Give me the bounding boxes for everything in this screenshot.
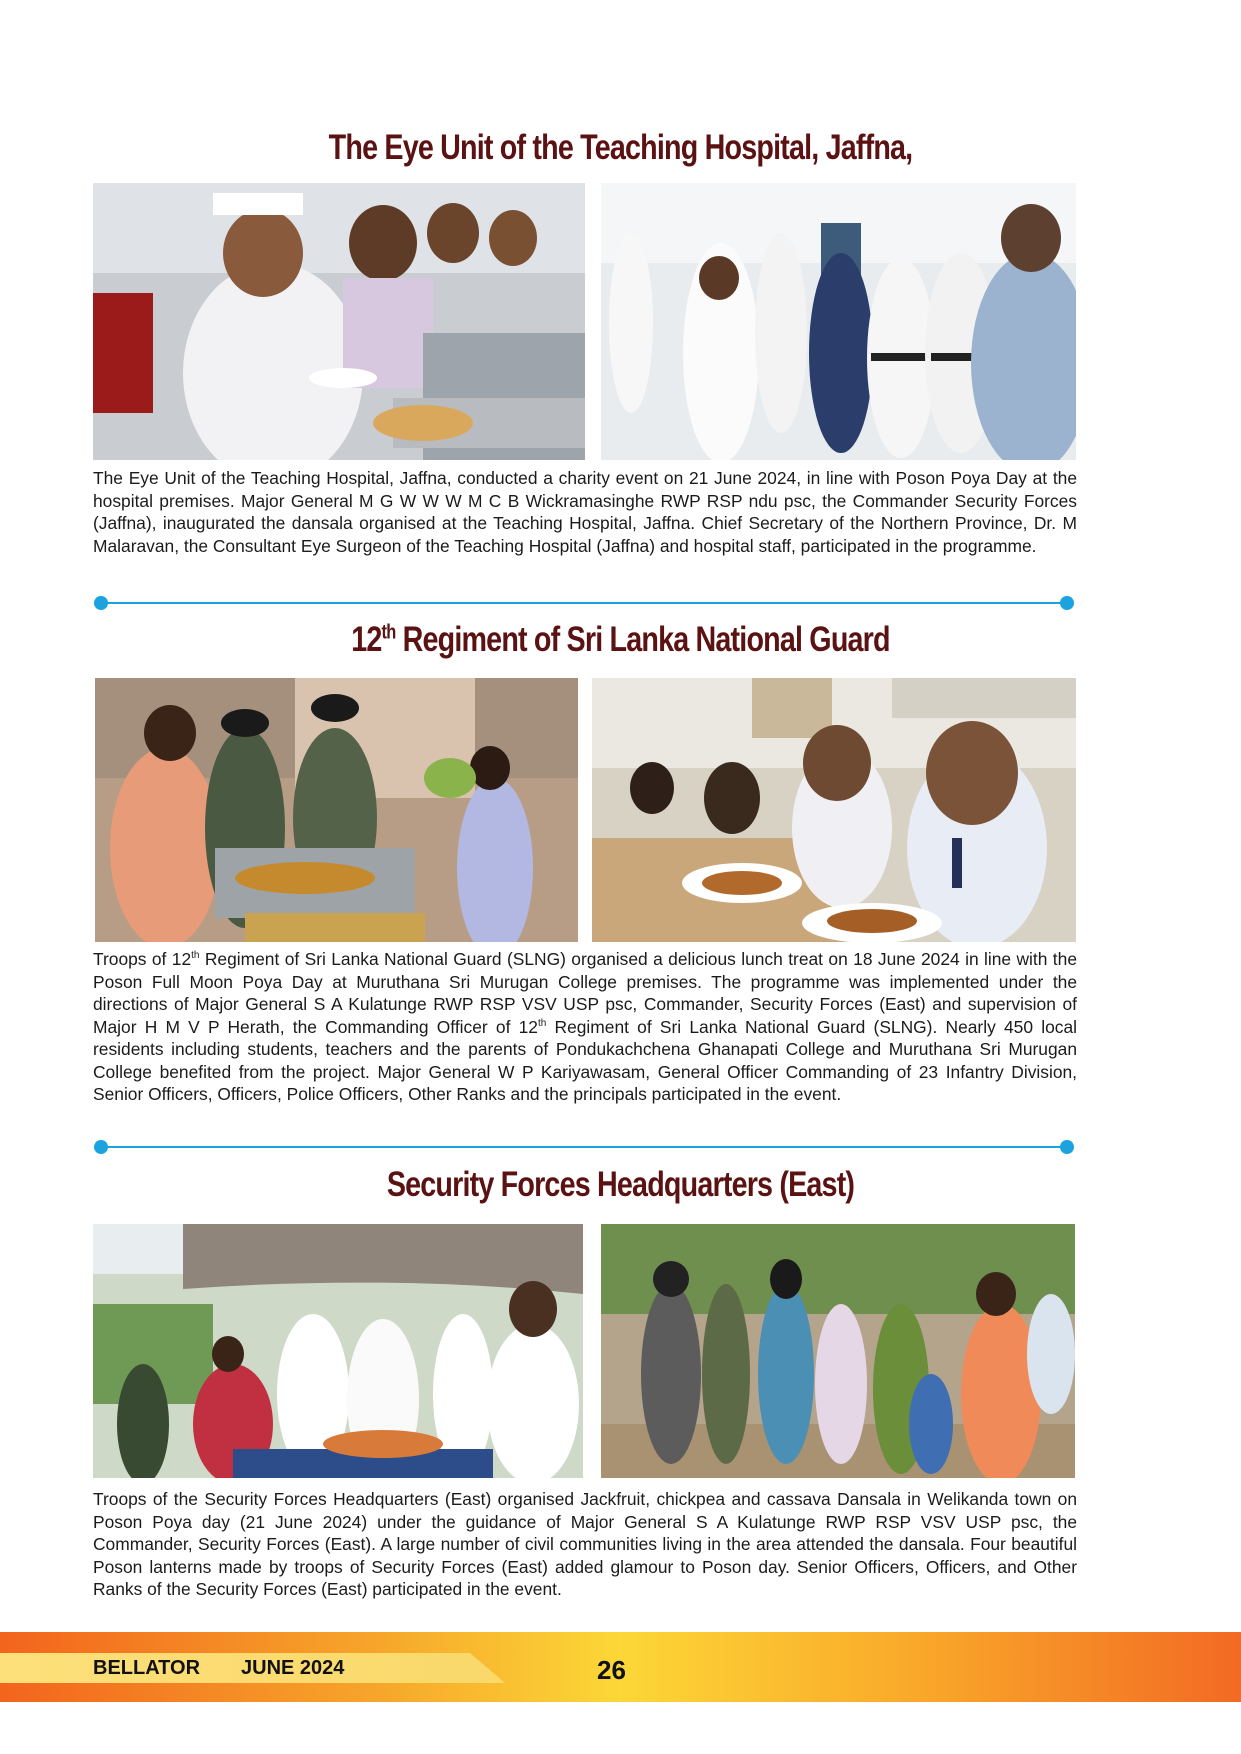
body-part: Troops of 12: [93, 949, 192, 969]
section-body-eye-unit: The Eye Unit of the Teaching Hospital, Jaffna, conducted a charity event on 21 June 2024, in line with Poson Poya Day at the hospital premises. Major General M G W W W M C B Wickramasinghe RWP RSP ndu psc, the Commander Security Forces (Jaffna), inaugurated the dansala organised at the Teaching Hospital, Jaffna. Chief Secretary of the Northern Province, Dr. M Malaravan, the Consultant Eye Surgeon of the Teaching Hospital (Jaffna) and hospital staff, participated in the programme.: [93, 468, 1077, 556]
divider-line: [100, 1146, 1066, 1148]
footer-magazine-name: BELLATOR: [93, 1657, 201, 1679]
section-body-sfhq-east: Troops of the Security Forces Headquarters (East) organised Jackfruit, chickpea and cassava Dansala in Welikanda town on Poson Poya day (21 June 2024) under the guidance of Major General S A Kulatunge RWP RSP VSV USP psc, the Commander, Security Forces (East). A large number of civil communities living in the area attended the dansala. Four beautiful Poson lanterns made by troops of Security Forces (East) added glamour to Poson day. Senior Officers, Officers, and Other Ranks of the Security Forces (East) participated in the event.: [93, 1489, 1077, 1599]
photo-nurses-serving-food: [93, 183, 585, 460]
section-body-slng: [93, 948, 1077, 1106]
photo-crowd-receiving-food: [601, 1224, 1075, 1478]
divider-dot: [94, 1140, 108, 1154]
body-sup: th: [191, 950, 200, 962]
photo-dansala-serving-table: [93, 1224, 583, 1478]
section-title-slng: [112, 620, 1130, 660]
photo-commander-greeting-staff: [601, 183, 1076, 460]
divider-line: [100, 602, 1066, 604]
divider-dot: [1060, 596, 1074, 610]
body-part: Regiment of Sri Lanka National Guard (SLNG) organised a delicious lunch treat on 18 June 2024 in line with the Poson Full Moon Poya Day at Muruthana Sri Murugan College premises. The programme was implemented under the directions of Major General S A Kulatunge RWP RSP VSV USP psc, Commander, Security Forces (East) and supervision of Major H M V P Herath, the Commanding Officer of 12: [93, 949, 1077, 1037]
body-sup: th: [537, 1017, 547, 1029]
photo-students-eating: [592, 678, 1076, 942]
divider-dot: [1060, 1140, 1074, 1154]
title-number: 12: [351, 620, 382, 659]
footer-issue-date: JUNE 2024: [241, 1657, 345, 1679]
section-title-eye-unit: The Eye Unit of the Teaching Hospital, Jaffna,: [328, 128, 913, 167]
title-rest: Regiment of Sri Lanka National Guard: [395, 620, 890, 659]
section-title-sfhq-east: Security Forces Headquarters (East): [386, 1165, 855, 1204]
photo-officers-serving-lunch: [95, 678, 578, 942]
body-part: Regiment of Sri Lanka National Guard (SLNG). Nearly 450 local residents including students, teachers and the parents of Pondukachchena Ghanapati College and Muruthana Sri Murugan College benefited from the project. Major General W P Kariyawasam, General Officer Commanding of 23 Infantry Division, Senior Officers, Officers, Police Officers, Other Ranks and the principals participated in the event.: [93, 1016, 1077, 1104]
divider-dot: [94, 596, 108, 610]
page-number: 26: [597, 1655, 626, 1685]
title-suffix: th: [381, 621, 396, 644]
